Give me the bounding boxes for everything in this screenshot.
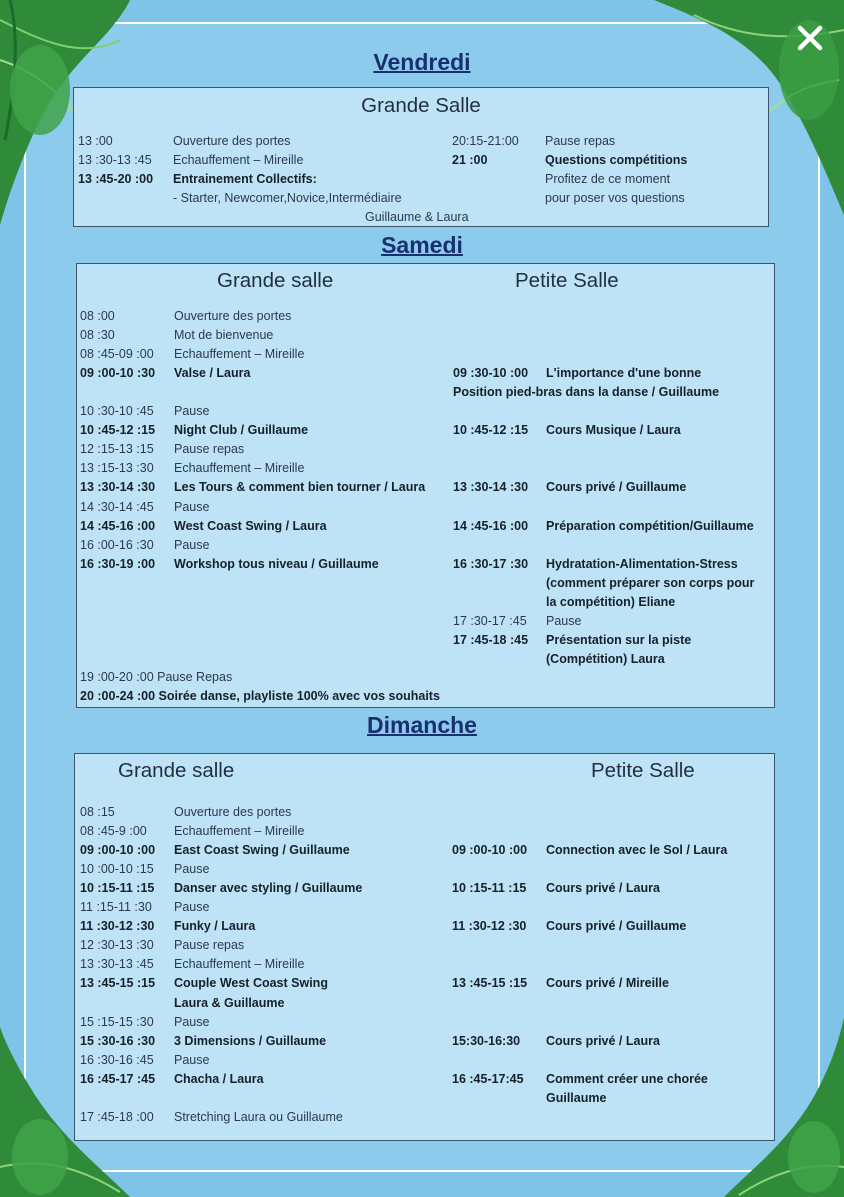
room-title-petite-salle: Petite Salle [591,759,695,782]
schedule-activity: Night Club / Guillaume [174,423,309,438]
schedule-time: 17 :45-18 :00 [80,1109,154,1124]
schedule-activity: Chacha / Laura [174,1071,264,1086]
schedule-activity: Cours privé / Guillaume [546,480,687,495]
schedule-activity: Valse / Laura [174,366,251,381]
schedule-activity: Guillaume [546,1090,607,1105]
schedule-time: 16 :00-16 :30 [80,537,154,552]
schedule-activity: Stretching Laura ou Guillaume [174,1109,343,1124]
schedule-time: 09 :00-10 :00 [452,843,528,858]
schedule-time: 09 :00-10 :30 [80,366,156,381]
schedule-activity: Position pied-bras dans la danse / Guillaume [453,385,720,400]
schedule-time: 12 :15-13 :15 [80,442,154,457]
schedule-activity: Pause [174,1052,210,1067]
schedule-activity: Cours privé / Mireille [546,976,669,991]
schedule-time: 13 :00 [78,134,113,148]
schedule-time: 11 :30-12 :30 [80,919,155,934]
schedule-activity: Pause repas [174,442,245,457]
schedule-activity: Profitez de ce moment [545,172,671,186]
schedule-time: 13 :30-14 :30 [80,480,156,495]
schedule-activity: Echauffement – Mireille [173,153,304,167]
schedule-activity: Echauffement – Mireille [174,824,305,839]
schedule-activity: L'importance d'une bonne [546,366,702,381]
schedule-activity: Cours privé / Laura [546,1033,660,1048]
schedule-activity: Les Tours & comment bien tourner / Laura [174,480,426,495]
schedule-footer-row: 20 :00-24 :00 Soirée danse, playliste 100% avec vos souhaits [80,689,440,703]
day-title-dimanche: Dimanche [367,712,477,738]
schedule-activity: West Coast Swing / Laura [174,518,327,533]
schedule-activity: Comment créer une chorée [546,1071,708,1086]
schedule-activity: East Coast Swing / Guillaume [174,843,350,858]
room-title-grande-salle: Grande Salle [361,94,481,117]
schedule-activity: Echauffement – Mireille [174,347,305,362]
schedule-time: 13 :45-20 :00 [78,172,154,186]
schedule-time: 08 :15 [80,805,115,819]
schedule-activity: pour poser vos questions [545,191,685,205]
schedule-activity: Ouverture des portes [174,805,292,819]
schedule-activity: Pause [174,862,210,877]
schedule-time: 13 :30-13 :45 [78,153,152,167]
vendredi-panel [73,87,769,227]
schedule-time: 14 :45-16 :00 [453,518,529,533]
schedule-activity: Mot de bienvenue [174,328,274,343]
schedule-time: 08 :30 [80,328,115,343]
schedule-time: 12 :30-13 :30 [80,938,154,953]
schedule-activity: Ouverture des portes [174,309,292,323]
schedule-activity: Funky / Laura [174,919,256,934]
schedule-time: 08 :45-09 :00 [80,347,154,362]
schedule-time: 15:30-16:30 [452,1033,521,1048]
schedule-time: 13 :30-13 :45 [80,957,154,972]
schedule-time: 11 :15-11 :30 [80,900,152,915]
schedule-activity: Danser avec styling / Guillaume [174,881,363,896]
schedule-time: 16 :45-17:45 [452,1071,524,1086]
schedule-time: 08 :00 [80,309,115,323]
schedule-activity: Cours Musique / Laura [546,423,681,438]
schedule-time: 13 :30-14 :30 [453,480,529,495]
schedule-time: 14 :45-16 :00 [80,518,156,533]
schedule-activity: Pause [546,613,582,628]
schedule-activity: Cours privé / Guillaume [546,919,687,934]
schedule-activity: (comment préparer son corps pour [546,575,755,590]
schedule-activity: Hydratation-Alimentation-Stress [546,556,738,571]
schedule-time: 09 :30-10 :00 [453,366,529,381]
schedule-time: 16 :45-17 :45 [80,1071,156,1086]
schedule-activity: Echauffement – Mireille [174,957,305,972]
schedule-time: 15 :30-16 :30 [80,1033,156,1048]
schedule-activity: Pause repas [174,938,245,953]
schedule-time: 16 :30-19 :00 [80,556,156,571]
schedule-time: 20:15-21:00 [452,134,519,148]
schedule-time: 17 :45-18 :45 [453,632,529,647]
schedule-time: 14 :30-14 :45 [80,499,154,514]
room-title-petite-salle: Petite Salle [515,269,619,292]
schedule-time: 10 :45-12 :15 [80,423,156,438]
schedule-activity: Connection avec le Sol / Laura [546,843,728,858]
schedule-time: 09 :00-10 :00 [80,843,156,858]
room-title-grande-salle: Grande salle [118,759,235,782]
schedule-time: 10 :30-10 :45 [80,404,154,419]
schedule-time: 08 :45-9 :00 [80,824,147,839]
schedule-time: 16 :30-17 :30 [453,556,529,571]
schedule-activity: Entrainement Collectifs: [173,172,317,186]
schedule-activity: Pause [174,1014,210,1029]
schedule-activity: Questions compétitions [545,153,688,167]
schedule-activity: Ouverture des portes [173,134,291,148]
schedule-time: 10 :15-11 :15 [80,881,155,896]
schedule-activity: 3 Dimensions / Guillaume [174,1033,327,1048]
schedule-activity: Préparation compétition/Guillaume [546,518,754,533]
schedule-activity: (Compétition) Laura [546,651,665,666]
schedule-activity: Pause [174,537,210,552]
schedule-activity: Couple West Coast Swing [174,976,328,991]
schedule-time: 13 :45-15 :15 [452,976,528,991]
schedule-time: 13 :15-13 :30 [80,461,154,476]
schedule-time: 16 :30-16 :45 [80,1052,154,1067]
schedule-activity: Présentation sur la piste [546,632,692,647]
schedule-activity: la compétition) Eliane [546,594,676,609]
schedule-time: 11 :30-12 :30 [452,919,527,934]
schedule-activity: Pause [174,900,210,915]
schedule-time: 15 :15-15 :30 [80,1014,154,1029]
schedule-activity: - Starter, Newcomer,Novice,Intermédiaire [173,191,402,205]
schedule-activity: Echauffement – Mireille [174,461,305,476]
schedule-activity: Workshop tous niveau / Guillaume [174,556,379,571]
day-title-vendredi: Vendredi [373,49,471,75]
schedule-text: Guillaume & Laura [365,210,469,224]
schedule-activity: Cours privé / Laura [546,881,660,896]
room-title-grande-salle: Grande salle [217,269,334,292]
samedi-panel [76,263,775,708]
dimanche-panel [74,753,775,1141]
day-title-samedi: Samedi [381,232,463,258]
schedule-footer-row: 19 :00-20 :00 Pause Repas [80,670,233,684]
schedule-time: 13 :45-15 :15 [80,976,156,991]
schedule-activity: Pause [174,404,210,419]
schedule-time: 21 :00 [452,153,488,167]
schedule-time: 10 :45-12 :15 [453,423,529,438]
schedule-activity: Laura & Guillaume [174,995,285,1010]
schedule-time: 17 :30-17 :45 [453,613,527,628]
schedule-time: 10 :00-10 :15 [80,862,154,877]
schedule-time: 10 :15-11 :15 [452,881,527,896]
schedule-activity: Pause repas [545,134,616,148]
schedule-activity: Pause [174,499,210,514]
